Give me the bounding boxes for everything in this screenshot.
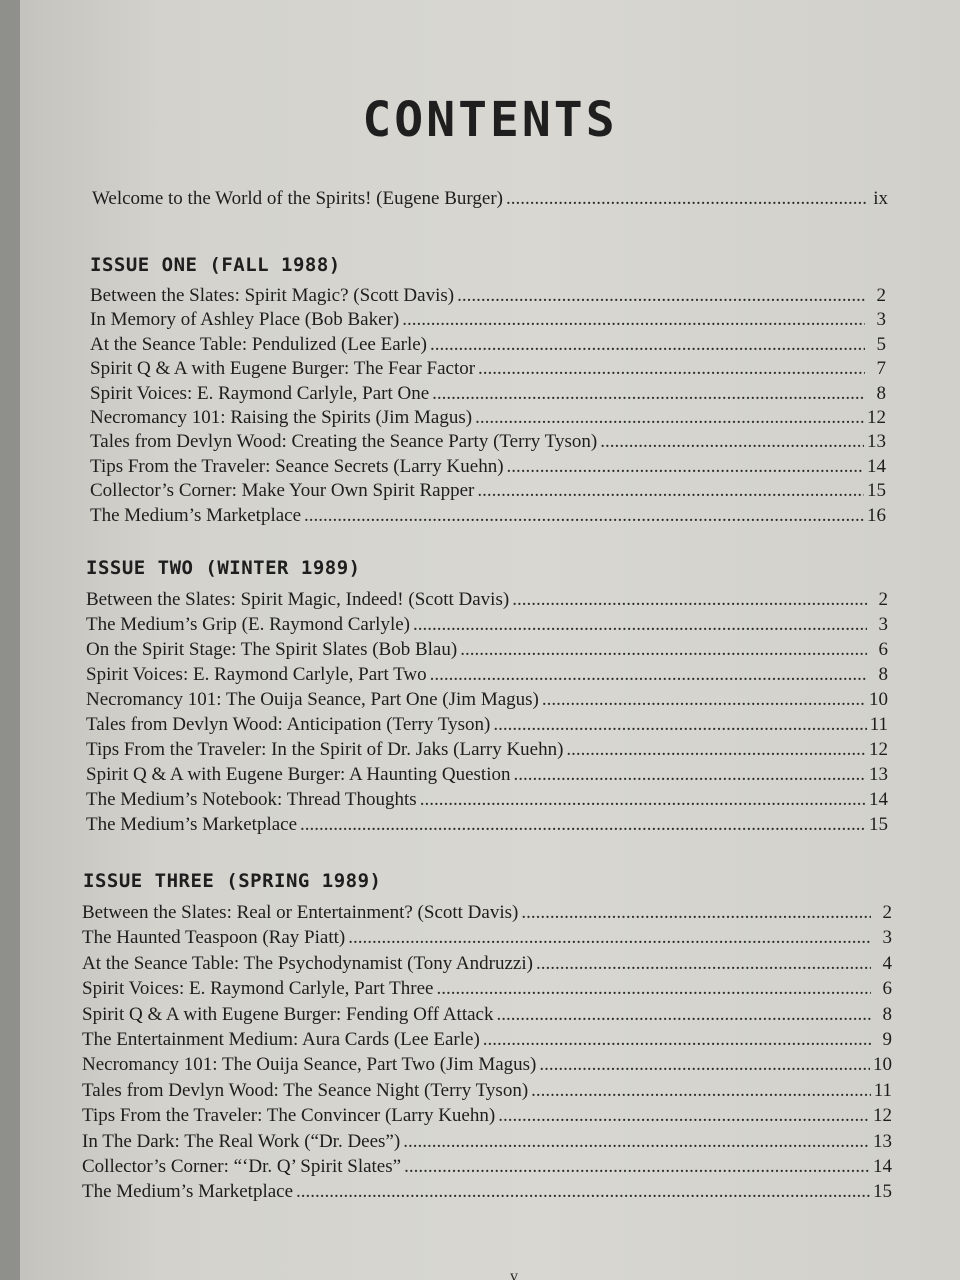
entry-title: In Memory of Ashley Place (Bob Baker) — [90, 309, 400, 331]
entry-title: The Medium’s Marketplace — [82, 1181, 294, 1203]
entry-page: 2 — [882, 902, 892, 923]
toc-entry — [86, 738, 888, 762]
entry-title: The Medium’s Grip (E. Raymond Carlyle) — [86, 614, 410, 635]
entry-page: 15 — [869, 814, 888, 835]
entry-page: 3 — [878, 614, 888, 635]
entry-page: 13 — [873, 1130, 892, 1152]
entry-page: 8 — [882, 1003, 892, 1025]
entry-page: 14 — [869, 789, 888, 810]
toc-entry — [86, 663, 888, 687]
toc-entry — [90, 479, 886, 503]
entry-page: 6 — [878, 639, 888, 660]
entry-page: 11 — [869, 714, 888, 735]
entry-page: 12 — [869, 739, 888, 760]
entry-title: Tips From the Traveler: The Convincer (Larry Kuehn) — [82, 1105, 496, 1127]
toc-entry — [82, 1155, 892, 1179]
entry-title: The Haunted Teaspoon (Ray Piatt) — [82, 927, 346, 949]
issue-one-heading: ISSUE ONE (FALL 1988) — [90, 254, 341, 276]
entry-title: Spirit Voices: E. Raymond Carlyle, Part Three — [82, 978, 434, 1000]
entry-page: 8 — [876, 382, 886, 404]
dot-leader — [496, 1003, 871, 1027]
dot-leader — [521, 901, 871, 925]
dot-leader — [531, 1079, 871, 1103]
entry-page: 11 — [873, 1079, 892, 1101]
entry-page: 2 — [878, 589, 888, 610]
toc-entry — [90, 357, 886, 381]
dot-leader — [300, 813, 866, 837]
dot-leader — [460, 638, 867, 662]
toc-entry — [86, 713, 888, 737]
dot-leader — [304, 504, 864, 528]
dot-leader — [475, 406, 864, 430]
entry-page: ix — [873, 188, 888, 209]
entry-title: Tales from Devlyn Wood: Creating the Seance Party (Terry Tyson) — [90, 431, 598, 453]
dot-leader — [348, 926, 871, 950]
toc-entry — [82, 1130, 892, 1154]
entry-page: 15 — [867, 480, 886, 502]
dot-leader — [600, 430, 864, 454]
entry-title: Collector’s Corner: “‘Dr. Q’ Spirit Slates” — [82, 1156, 402, 1177]
toc-entry — [90, 406, 886, 430]
entry-page: 14 — [873, 1156, 892, 1177]
page-number: v — [510, 1268, 518, 1280]
toc-entry — [86, 813, 888, 837]
entry-title: Tips From the Traveler: Seance Secrets (Larry Kuehn) — [90, 455, 504, 477]
toc-entry — [86, 688, 888, 712]
dot-leader — [514, 763, 867, 787]
entry-title: Tips From the Traveler: In the Spirit of Dr. Jaks (Larry Kuehn) — [86, 739, 564, 760]
entry-page: 8 — [878, 664, 888, 685]
dot-leader — [498, 1104, 870, 1128]
dot-leader — [477, 479, 864, 503]
dot-leader — [539, 1053, 870, 1077]
entry-page: 12 — [873, 1105, 892, 1127]
dot-leader — [493, 713, 866, 737]
dot-leader — [296, 1180, 870, 1204]
dot-leader — [403, 1130, 870, 1154]
entry-page: 3 — [882, 927, 892, 949]
dot-leader — [483, 1028, 871, 1052]
entry-title: On the Spirit Stage: The Spirit Slates (Bob Blau) — [86, 639, 458, 660]
entry-title: In The Dark: The Real Work (“Dr. Dees”) — [82, 1130, 401, 1152]
entry-title: Tales from Devlyn Wood: The Seance Night (Terry Tyson) — [82, 1079, 529, 1101]
toc-entry — [82, 1053, 892, 1077]
toc-entry — [82, 926, 892, 950]
dot-leader — [506, 187, 867, 211]
entry-page: 10 — [873, 1054, 892, 1076]
entry-page: 3 — [876, 309, 886, 331]
entry-title: Necromancy 101: The Ouija Seance, Part Two (Jim Magus) — [82, 1054, 537, 1076]
entry-title: Spirit Voices: E. Raymond Carlyle, Part One — [90, 382, 430, 404]
entry-title: Spirit Q & A with Eugene Burger: Fending Off Attack — [82, 1003, 494, 1025]
issue-three-heading: ISSUE THREE (SPRING 1989) — [83, 870, 382, 892]
toc-entry — [90, 308, 886, 332]
page-title: CONTENTS — [362, 92, 618, 148]
toc-entry — [82, 1028, 892, 1052]
entry-title: The Medium’s Notebook: Thread Thoughts — [86, 789, 417, 810]
entry-title: Between the Slates: Spirit Magic, Indeed! (Scott Davis) — [86, 589, 510, 610]
entry-title: The Medium’s Marketplace — [86, 814, 298, 835]
dot-leader — [457, 284, 865, 308]
dot-leader — [430, 663, 867, 687]
dot-leader — [478, 357, 865, 381]
entry-title: Spirit Q & A with Eugene Burger: The Fear Factor — [90, 358, 476, 380]
dot-leader — [430, 333, 865, 357]
dot-leader — [432, 382, 865, 406]
entry-title: Spirit Q & A with Eugene Burger: A Haunting Question — [86, 764, 511, 785]
dot-leader — [436, 977, 871, 1001]
dot-leader — [566, 738, 866, 762]
dot-leader — [413, 613, 867, 637]
entry-page: 13 — [869, 764, 888, 785]
entry-page: 7 — [876, 358, 886, 380]
entry-page: 15 — [873, 1181, 892, 1203]
entry-page: 4 — [882, 952, 892, 974]
toc-entry — [82, 1104, 892, 1128]
entry-title: Tales from Devlyn Wood: Anticipation (Terry Tyson) — [86, 714, 491, 735]
book-page — [20, 0, 960, 1280]
entry-page: 5 — [876, 333, 886, 355]
toc-entry — [90, 284, 886, 308]
entry-page: 10 — [869, 689, 888, 710]
entry-title: Welcome to the World of the Spirits! (Eugene Burger) — [92, 188, 503, 209]
toc-entry — [82, 952, 892, 976]
entry-page: 6 — [882, 978, 892, 1000]
dot-leader — [420, 788, 866, 812]
toc-intro-entry — [92, 187, 888, 211]
toc-entry — [86, 613, 888, 637]
dot-leader — [542, 688, 866, 712]
dot-leader — [404, 1155, 870, 1179]
toc-entry — [90, 430, 886, 454]
toc-entry — [90, 382, 886, 406]
entry-title: Necromancy 101: Raising the Spirits (Jim Magus) — [90, 407, 473, 428]
toc-entry — [82, 1180, 892, 1204]
entry-title: Between the Slates: Spirit Magic? (Scott Davis) — [90, 285, 455, 306]
entry-title: Spirit Voices: E. Raymond Carlyle, Part Two — [86, 664, 427, 685]
toc-entry — [86, 638, 888, 662]
dot-leader — [536, 952, 871, 976]
entry-title: The Medium’s Marketplace — [90, 504, 302, 526]
toc-entry — [82, 901, 892, 925]
entry-title: Necromancy 101: The Ouija Seance, Part One (Jim Magus) — [86, 689, 539, 710]
dot-leader — [402, 308, 865, 332]
entry-title: Collector’s Corner: Make Your Own Spirit Rapper — [90, 480, 475, 502]
entry-title: At the Seance Table: Pendulized (Lee Earle) — [90, 333, 427, 355]
toc-entry — [82, 1003, 892, 1027]
entry-title: Between the Slates: Real or Entertainment? (Scott Davis) — [82, 902, 519, 923]
entry-page: 13 — [867, 431, 886, 453]
dot-leader — [512, 588, 867, 612]
toc-entry — [90, 504, 886, 528]
entry-page: 9 — [882, 1029, 892, 1050]
entry-page: 16 — [867, 504, 886, 526]
toc-entry — [82, 977, 892, 1001]
toc-entry — [90, 333, 886, 357]
show-through-text — [722, 0, 960, 70]
dot-leader — [507, 455, 864, 479]
entry-title: The Entertainment Medium: Aura Cards (Lee Earle) — [82, 1029, 480, 1050]
entry-page: 12 — [867, 407, 886, 428]
entry-title: At the Seance Table: The Psychodynamist (Tony Andruzzi) — [82, 952, 533, 974]
toc-entry — [86, 763, 888, 787]
issue-two-heading: ISSUE TWO (WINTER 1989) — [86, 557, 361, 579]
toc-entry — [90, 455, 886, 479]
toc-entry — [86, 588, 888, 612]
toc-entry — [82, 1079, 892, 1103]
entry-page: 2 — [876, 285, 886, 306]
entry-page: 14 — [867, 455, 886, 477]
toc-entry — [86, 788, 888, 812]
